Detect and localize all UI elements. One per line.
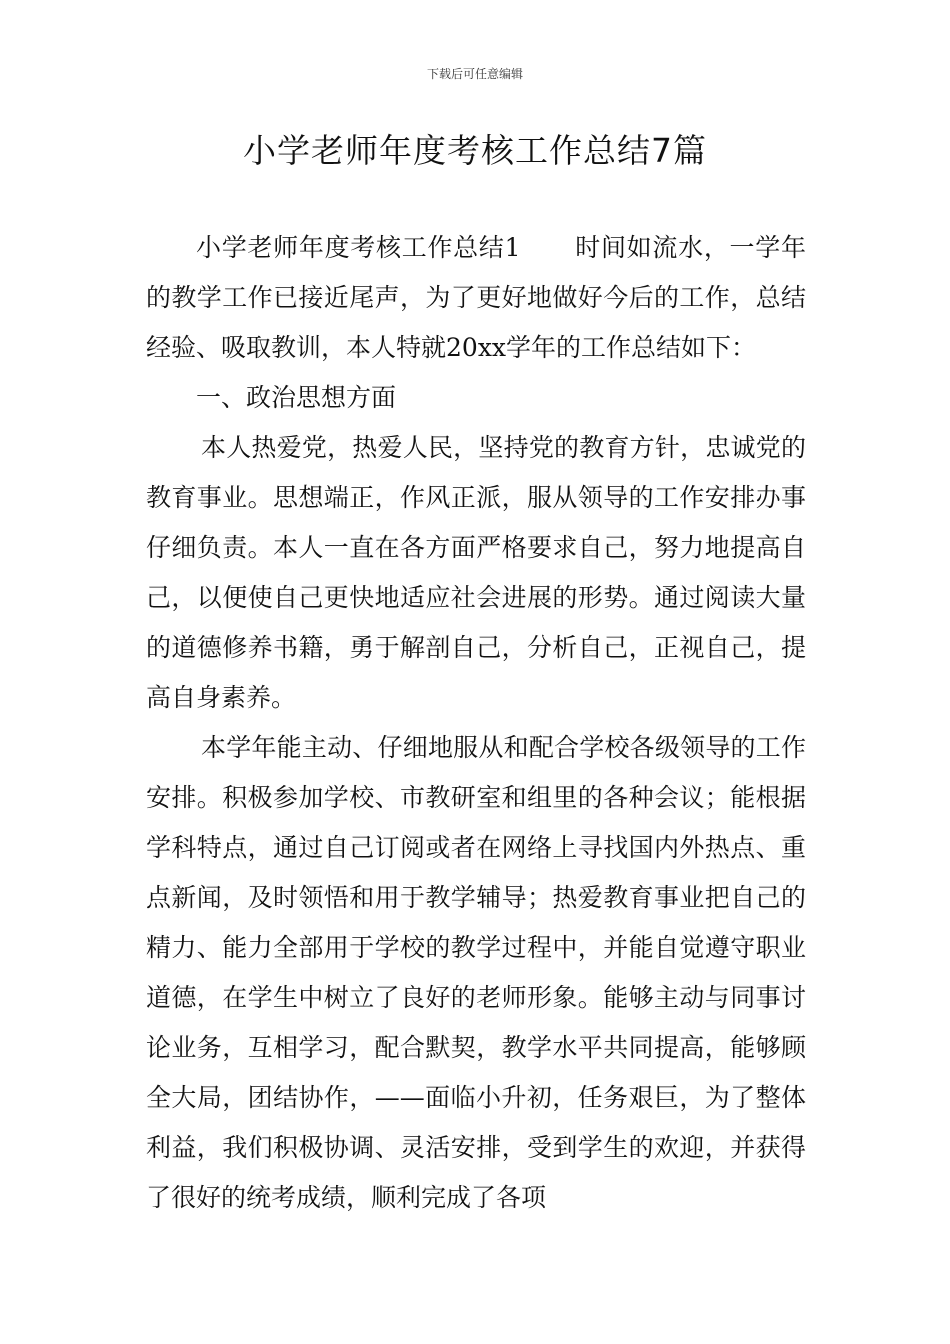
document-title: 小学老师年度考核工作总结7篇 xyxy=(243,131,707,170)
intro-paragraph xyxy=(146,223,806,373)
section-heading-politics: 一、政治思想方面 xyxy=(196,383,397,412)
subtitle: 小学老师年度考核工作总结1 xyxy=(196,233,521,262)
paragraph-work: 本学年能主动、仔细地服从和配合学校各级领导的工作安排。积极参加学校、市教研室和组里的各种会议；能根据学科特点，通过自己订阅或者在网络上寻找国内外热点、重点新闻，及时领悟和用于教学辅导；热爱教育事业把自己的精力、能力全部用于学校的教学过程中，并能自觉遵守职业道德，在学生中树立了良好的老师形象。能够主动与同事讨论业务，互相学习，配合默契，教学水平共同提高，能够顾全大局，团结协作，——面临小升初，任务艰巨，为了整体利益，我们积极协调、灵活安排，受到学生的欢迎，并获得了很好的统考成绩，顺利完成了各项 xyxy=(146,733,806,1212)
document-body xyxy=(146,223,806,1223)
header-note: 下载后可任意编辑 xyxy=(426,67,523,81)
paragraph-politics: 本人热爱党，热爱人民，坚持党的教育方针，忠诚党的教育事业。思想端正，作风正派，服从领导的工作安排办事仔细负责。本人一直在各方面严格要求自己，努力地提高自己，以便使自己更快地适应社会进展的形势。通过阅读大量的道德修养书籍，勇于解剖自己，分析自己，正视自己，提高自身素养。 xyxy=(146,433,806,712)
intro-text: 时间如流水，一学年的教学工作已接近尾声，为了更好地做好今后的工作，总结经验、吸取教训，本人特就20xx学年的工作总结如下： xyxy=(146,233,806,362)
